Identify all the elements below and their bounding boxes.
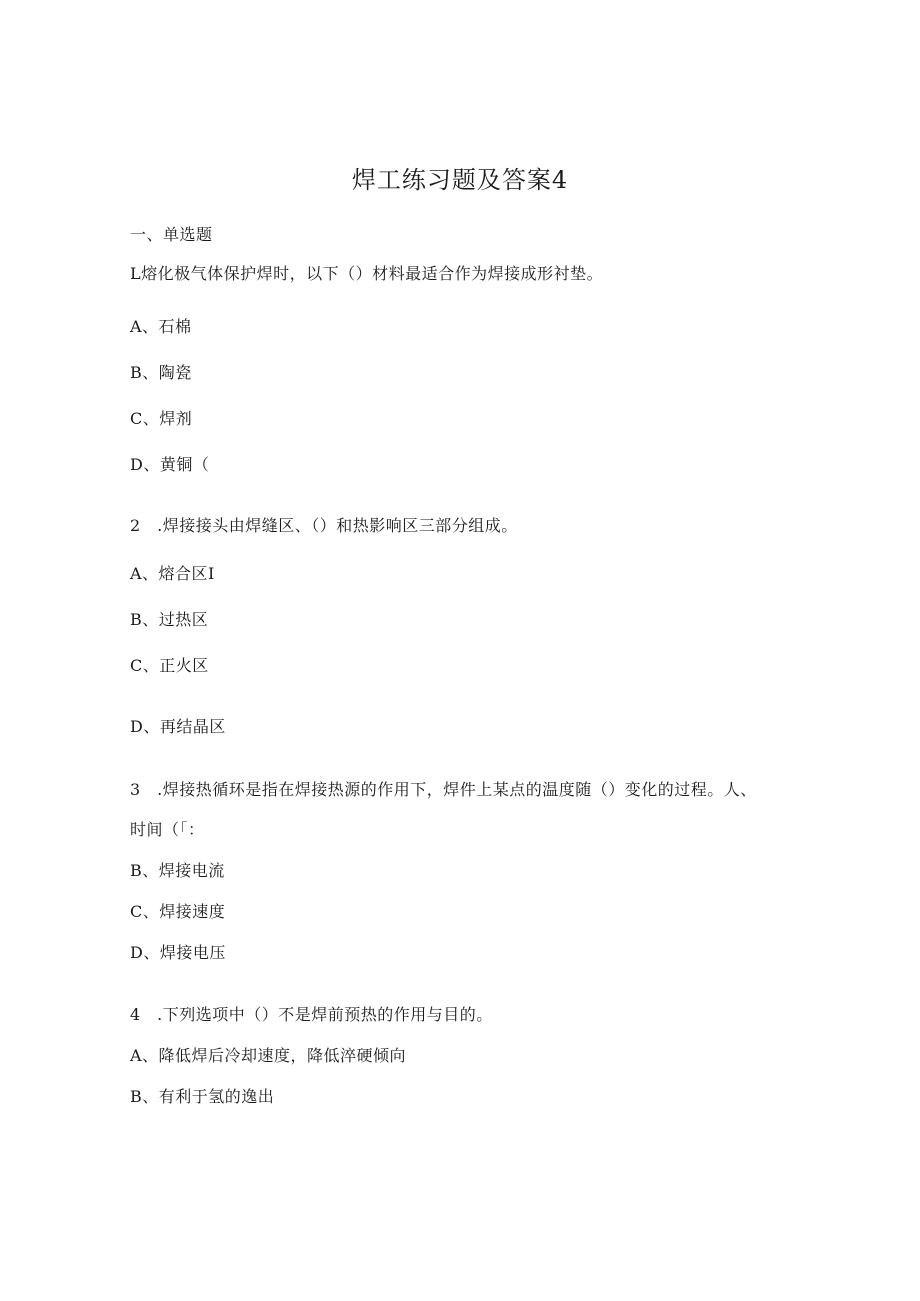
question-1-option-d: D、黄铜（ <box>130 455 210 474</box>
question-3-stem: 3 .焊接热循环是指在焊接热源的作用下，焊件上某点的温度随（）变化的过程。人、 <box>130 780 757 799</box>
question-2-option-a: A、熔合区I <box>130 564 215 583</box>
question-4-stem: 4 .下列选项中（）不是焊前预热的作用与目的。 <box>130 1005 493 1024</box>
question-1-option-a: A、石棉 <box>130 317 192 336</box>
question-1-option-b: B、陶瓷 <box>130 363 192 382</box>
question-1-option-c: C、焊剂 <box>130 409 193 428</box>
question-1-stem: L熔化极气体保护焊时，以下（）材料最适合作为焊接成形衬垫。 <box>130 264 604 283</box>
document-title: 焊工练习题及答案4 <box>351 166 569 194</box>
question-3-option-b: B、焊接电流 <box>130 861 225 880</box>
question-4-option-a: A、降低焊后冷却速度，降低淬硬倾向 <box>130 1046 407 1065</box>
section-heading: 一、单选题 <box>130 225 213 244</box>
question-4-option-b: B、有利于氢的逸出 <box>130 1087 275 1106</box>
question-2-stem: 2 .焊接接头由焊缝区、（）和热影响区三部分组成。 <box>130 516 518 535</box>
question-2-option-c: C、正火区 <box>130 656 209 675</box>
question-2-option-b: B、过热区 <box>130 610 209 629</box>
question-3-stem-continuation: 时间（「： <box>130 820 205 839</box>
question-3-option-c: C、焊接速度 <box>130 902 226 921</box>
question-3-option-d: D、焊接电压 <box>130 943 226 962</box>
question-2-option-d: D、再结晶区 <box>130 717 226 736</box>
